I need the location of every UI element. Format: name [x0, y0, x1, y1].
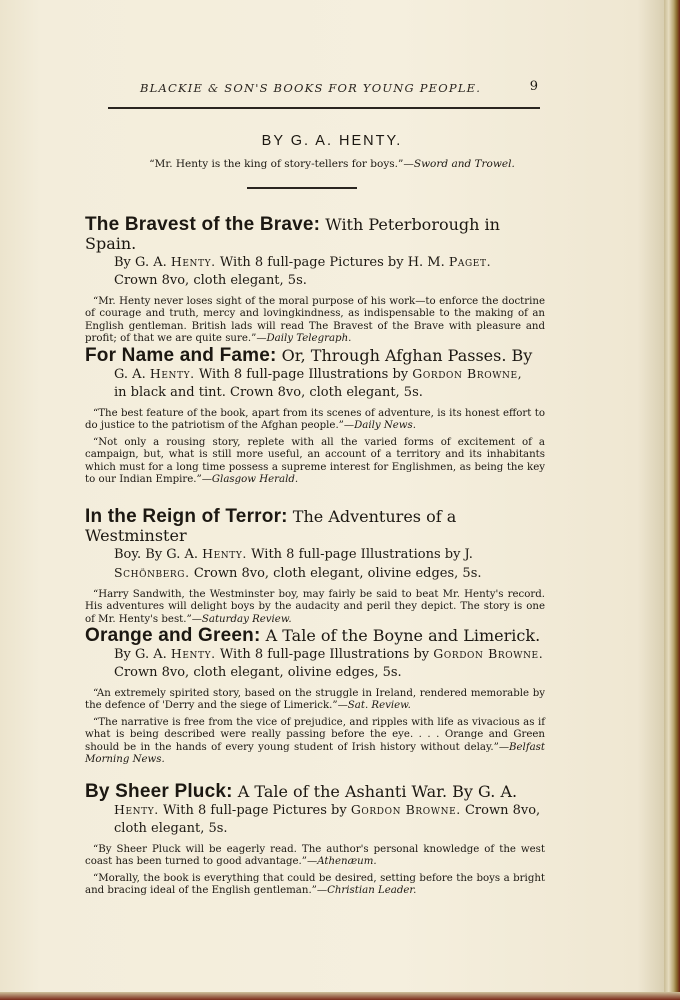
desc-text: With 8 full-page Pictures by H. M.: [215, 255, 449, 270]
book-description: [114, 545, 545, 583]
desc-text: By G. A.: [114, 255, 171, 270]
review-quote: [85, 408, 545, 433]
book-description: [114, 253, 545, 290]
desc-text: By G. A.: [114, 647, 171, 662]
entry-title-line: [85, 346, 545, 365]
author-name: Henty.: [170, 646, 216, 661]
book-subtitle: A Tale of the Boyne and Limerick.: [260, 626, 541, 645]
review-source: —Belfast Morning News.: [85, 741, 545, 766]
desc-text: Boy. By G. A.: [114, 547, 203, 562]
book-title: In the Reign of Terror:: [85, 506, 288, 527]
desc-text: Crown 8vo, cloth elegant, olivine edges, 5s.: [193, 566, 482, 581]
review-text: “The best feature of the book, apart from its scenes of adventure, is its honest effort to do justice to the patriotism of the Afghan people.”: [85, 408, 545, 432]
book-description: [114, 365, 545, 402]
review-quote: [85, 437, 545, 487]
review-text: “By Sheer Pluck will be eagerly read. The author's personal knowledge of the west coast has been turned to good advantage.”: [85, 844, 545, 868]
desc-text: With 8 full-page Illustrations by: [194, 367, 413, 382]
section-quote-text: “Mr. Henty is the king of story-tellers for boys.”: [149, 158, 404, 170]
review-quote: [85, 589, 545, 626]
review-text: “Mr. Henty never loses sight of the moral purpose of his work—to enforce the doctrine of courage and truth, mercy and lovingkindness, as indispensable to the making of an English gentleman. British lads will read The Bravest of the Brave with pleasure and profit; of that we are quite sure.”: [85, 296, 545, 345]
author-name: Henty.: [149, 366, 195, 381]
book-title: By Sheer Pluck:: [85, 781, 233, 802]
desc-text: With 8 full-page Illustrations by J.: [247, 547, 473, 562]
running-header: [108, 81, 544, 99]
book-description: [114, 801, 545, 838]
review-source: —Saturday Review.: [191, 613, 292, 625]
header-rule: [108, 107, 540, 109]
desc-text: With 8 full-page Illustrations by: [215, 647, 434, 662]
desc-text: G. A.: [114, 367, 150, 382]
book-subtitle: The Adventures of a Westminster: [85, 507, 457, 545]
desc-text: Crown 8vo, cloth elegant, olivine edges, 5s.: [114, 665, 402, 680]
review-source: —Athenæum.: [307, 856, 377, 868]
page-number: 9: [529, 79, 538, 94]
book-entry: [85, 782, 545, 898]
entry-title-line: [85, 782, 545, 801]
illustrator-name: Paget.: [448, 254, 492, 269]
review-quote: [85, 844, 545, 869]
review-text: “Morally, the book is everything that could be desired, setting before the boys a bright and bracing ideal of the English gentleman.”: [85, 872, 545, 897]
review-text: “Not only a rousing story, replete with all the varied forms of excitement of a campaign, but, what is still more useful, an account of a territory and its inhabitants which must for a long time possess a supreme interest for Englishmen, as being the key to our Indian Empire.”: [85, 436, 545, 486]
review-source: —Daily News.: [343, 420, 416, 432]
illustrator-name: Gordon Browne,: [412, 366, 523, 381]
review-text: “An extremely spirited story, based on the struggle in Ireland, rendered memorable by the defence of 'Derry and the siege of Limerick.”: [85, 688, 545, 712]
book-title: For Name and Fame:: [85, 345, 277, 366]
section-divider: [247, 187, 357, 189]
review-text: “The narrative is free from the vice of prejudice, and ripples with life as vivacious as if what is being described were really passing before the eye. . . . Orange and Green should be in the hands of every young student of Irish history without delay.”: [85, 716, 545, 753]
book-subtitle: A Tale of the Ashanti War. By G. A.: [232, 782, 518, 801]
desc-text: Crown 8vo, cloth elegant, 5s.: [114, 803, 541, 836]
desc-text: With 8 full-page Pictures by: [158, 803, 351, 818]
author-name: Henty.: [170, 254, 216, 269]
book-title: The Bravest of the Brave:: [85, 214, 321, 235]
book-title: Orange and Green:: [85, 625, 261, 646]
section-title: BY G. A. HENTY.: [261, 133, 403, 149]
book-subtitle: Or, Through Afghan Passes. By: [276, 346, 533, 365]
author-name: Henty.: [202, 546, 248, 561]
review-source: —Daily Telegraph.: [256, 333, 352, 345]
review-source: —Glasgow Herald.: [201, 474, 299, 486]
desc-text: Crown 8vo, cloth elegant, 5s.: [114, 273, 307, 288]
review-quote: [85, 688, 545, 713]
review-quote: [85, 296, 545, 346]
illustrator-name: Gordon Browne.: [350, 802, 461, 817]
running-title: BLACKIE & SON'S BOOKS FOR YOUNG PEOPLE.: [140, 81, 482, 95]
book-entry: [85, 507, 545, 626]
entry-title-line: [85, 626, 545, 645]
entry-title-line: [85, 215, 545, 253]
cover-edge: [0, 992, 680, 1000]
desc-text: in black and tint. Crown 8vo, cloth elegant, 5s.: [114, 385, 423, 400]
book-entry: [85, 215, 545, 346]
author-name: Henty.: [114, 802, 159, 817]
book-description: [114, 645, 545, 682]
book-subtitle: With Peterborough in Spain.: [85, 215, 500, 253]
book-entry: [85, 346, 545, 486]
review-quote: [85, 873, 545, 898]
review-source: —Sat. Review.: [337, 700, 411, 712]
section-quote-source: —Sword and Trowel.: [403, 158, 515, 170]
illustrator-name: Gordon Browne.: [433, 646, 544, 661]
section-quote: [0, 158, 664, 170]
illustrator-name: Schönberg.: [114, 565, 190, 580]
page-edge: [664, 0, 680, 1000]
review-text: “Harry Sandwith, the Westminster boy, may fairly be said to beat Mr. Henty's record. His adventures will delight boys by the audacity and peril they depict. The story is one of Mr. Henty's best.”: [85, 589, 545, 625]
book-entry: [85, 626, 545, 766]
entry-title-line: [85, 507, 545, 545]
review-source: —Christian Leader.: [316, 885, 417, 897]
review-quote: [85, 717, 545, 767]
